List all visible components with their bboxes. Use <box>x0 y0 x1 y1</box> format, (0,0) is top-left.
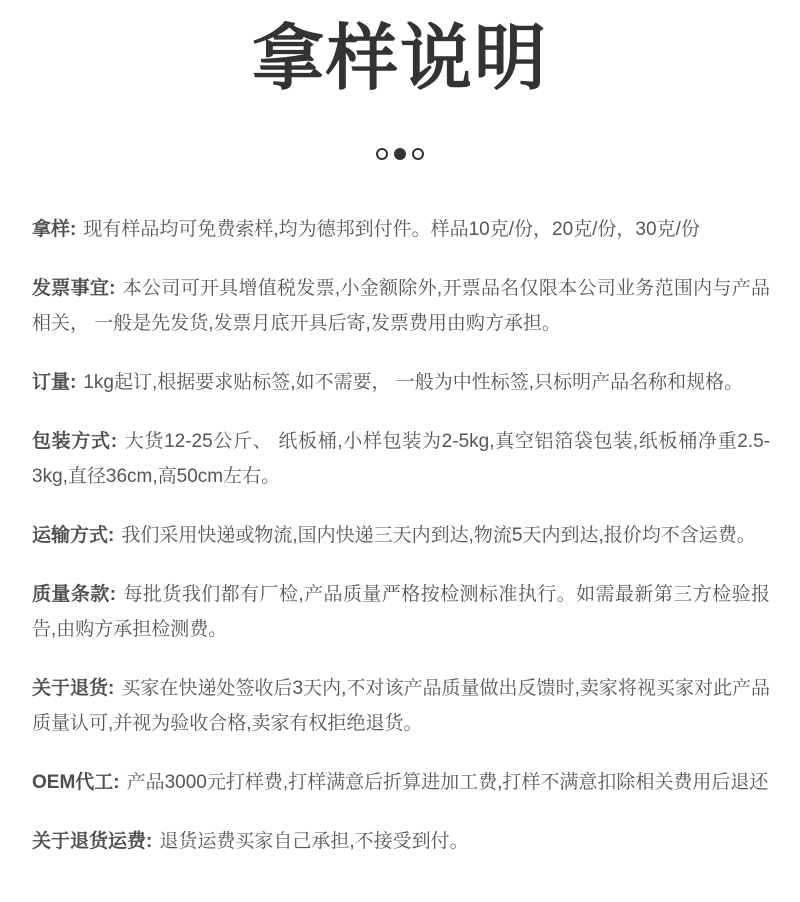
terms-paragraph-text: 本公司可开具增值税发票,小金额除外,开票品名仅限本公司业务范围内与产品相关， 一般是先发货,发票月底开具后寄,发票费用由购方承担。 <box>32 278 770 334</box>
terms-paragraph-text: 退货运费买家自己承担,不接受到付。 <box>159 831 469 852</box>
page-title: 拿样说明 <box>251 19 548 99</box>
terms-paragraph <box>32 212 770 247</box>
terms-paragraph <box>32 671 770 741</box>
terms-paragraph-text: 现有样品均可免费索样,均为德邦到付件。样品10克/份，20克/份，30克/份 <box>83 219 700 240</box>
carousel-dot-3[interactable] <box>412 148 424 160</box>
terms-paragraph <box>32 365 770 400</box>
carousel-dot-1[interactable] <box>376 148 388 160</box>
terms-paragraph-text: 我们采用快递或物流,国内快递三天内到达,物流5天内到达,报价均不含运费。 <box>121 525 756 546</box>
carousel-dot-indicators <box>0 148 800 160</box>
terms-paragraph <box>32 577 770 647</box>
terms-paragraph-label: 订量: <box>32 372 77 393</box>
terms-paragraph-label: 包装方式: <box>32 431 118 452</box>
carousel-dot-2-active[interactable] <box>394 148 406 160</box>
terms-paragraph-label: 关于退货: <box>32 678 115 699</box>
terms-paragraph-text: 买家在快递处签收后3天内,不对该产品质量做出反馈时,卖家将视买家对此产品质量认可,并视为验收合格,卖家有权拒绝退货。 <box>32 678 770 734</box>
terms-paragraph <box>32 271 770 341</box>
terms-sections <box>0 212 800 859</box>
terms-paragraph-text: 每批货我们都有厂检,产品质量严格按检测标准执行。如需最新第三方检验报告,由购方承担检测费。 <box>32 584 771 640</box>
terms-paragraph-text: 大货12-25公斤、 纸板桶,小样包装为2-5kg,真空铝箔袋包装,纸板桶净重2.5-3kg,直径36cm,高50cm左右。 <box>32 431 771 487</box>
terms-paragraph <box>32 518 770 553</box>
terms-paragraph <box>32 824 770 859</box>
terms-paragraph-label: 质量条款: <box>32 584 117 605</box>
terms-paragraph-label: 关于退货运费: <box>32 831 153 852</box>
terms-paragraph-label: 拿样: <box>32 219 77 240</box>
terms-paragraph <box>32 765 770 800</box>
terms-paragraph-text: 1kg起订,根据要求贴标签,如不需要， 一般为中性标签,只标明产品名称和规格。 <box>83 372 744 393</box>
terms-paragraph-text: 产品3000元打样费,打样满意后折算进加工费,打样不满意扣除相关费用后退还 <box>126 772 769 793</box>
terms-paragraph-label: OEM代工: <box>32 772 120 793</box>
terms-paragraph-label: 运输方式: <box>32 525 115 546</box>
terms-paragraph-label: 发票事宜: <box>32 278 116 299</box>
terms-paragraph <box>32 424 770 494</box>
